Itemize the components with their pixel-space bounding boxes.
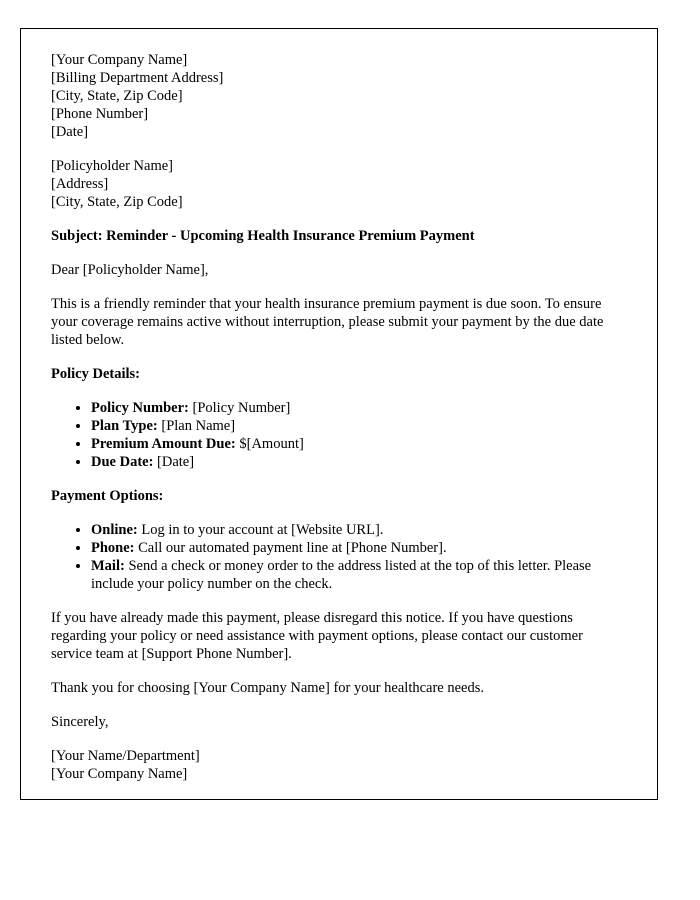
letter-document bbox=[20, 28, 658, 800]
policy-detail-label: Plan Type: bbox=[91, 418, 158, 434]
recipient-address: [Address] bbox=[51, 176, 109, 192]
policy-detail-value: [Policy Number] bbox=[192, 400, 291, 416]
payment-options-heading: Payment Options: bbox=[51, 488, 164, 504]
sender-company-name: [Your Company Name] bbox=[51, 52, 188, 68]
closing: Sincerely, bbox=[51, 714, 109, 730]
sender-address-block bbox=[51, 51, 627, 141]
policy-detail-label: Due Date: bbox=[91, 454, 154, 470]
policy-detail-label: Policy Number: bbox=[91, 400, 189, 416]
subject-line: Subject: Reminder - Upcoming Health Insurance Premium Payment bbox=[51, 228, 475, 244]
payment-option-item bbox=[91, 539, 627, 557]
payment-option-value: Send a check or money order to the address listed at the top of this letter. Please include your policy number on the check. bbox=[91, 558, 592, 592]
signature-name-department: [Your Name/Department] bbox=[51, 748, 200, 764]
intro-paragraph: This is a friendly reminder that your health insurance premium payment is due soon. To ensure your coverage remains active without interruption, please submit your payment by the due date listed below. bbox=[51, 296, 604, 348]
policy-detail-item bbox=[91, 453, 627, 471]
sender-department-address: [Billing Department Address] bbox=[51, 70, 224, 86]
letter-date: [Date] bbox=[51, 124, 89, 140]
policy-detail-item bbox=[91, 435, 627, 453]
disregard-paragraph: If you have already made this payment, please disregard this notice. If you have questions regarding your policy or need assistance with payment options, please contact our customer service team at [Support Phone Number]. bbox=[51, 610, 583, 662]
recipient-city-state-zip: [City, State, Zip Code] bbox=[51, 194, 183, 210]
policy-detail-item bbox=[91, 399, 627, 417]
policy-detail-label: Premium Amount Due: bbox=[91, 436, 236, 452]
sender-city-state-zip: [City, State, Zip Code] bbox=[51, 88, 183, 104]
policy-detail-value: [Date] bbox=[157, 454, 195, 470]
payment-option-value: Log in to your account at [Website URL]. bbox=[141, 522, 384, 538]
policy-detail-value: [Plan Name] bbox=[161, 418, 236, 434]
policy-detail-item bbox=[91, 417, 627, 435]
payment-option-label: Mail: bbox=[91, 558, 125, 574]
policy-details-heading: Policy Details: bbox=[51, 366, 140, 382]
payment-options-list bbox=[51, 521, 627, 593]
signature-block bbox=[51, 747, 627, 783]
thanks-paragraph: Thank you for choosing [Your Company Name] for your healthcare needs. bbox=[51, 680, 485, 696]
payment-option-label: Online: bbox=[91, 522, 138, 538]
payment-option-item bbox=[91, 521, 627, 539]
signature-company-name: [Your Company Name] bbox=[51, 766, 188, 782]
sender-phone-number: [Phone Number] bbox=[51, 106, 149, 122]
salutation: Dear [Policyholder Name], bbox=[51, 262, 209, 278]
recipient-address-block bbox=[51, 157, 627, 211]
payment-option-item bbox=[91, 557, 627, 593]
recipient-name: [Policyholder Name] bbox=[51, 158, 174, 174]
policy-details-list bbox=[51, 399, 627, 471]
payment-option-value: Call our automated payment line at [Phone Number]. bbox=[138, 540, 447, 556]
policy-detail-value: $[Amount] bbox=[239, 436, 304, 452]
payment-option-label: Phone: bbox=[91, 540, 135, 556]
